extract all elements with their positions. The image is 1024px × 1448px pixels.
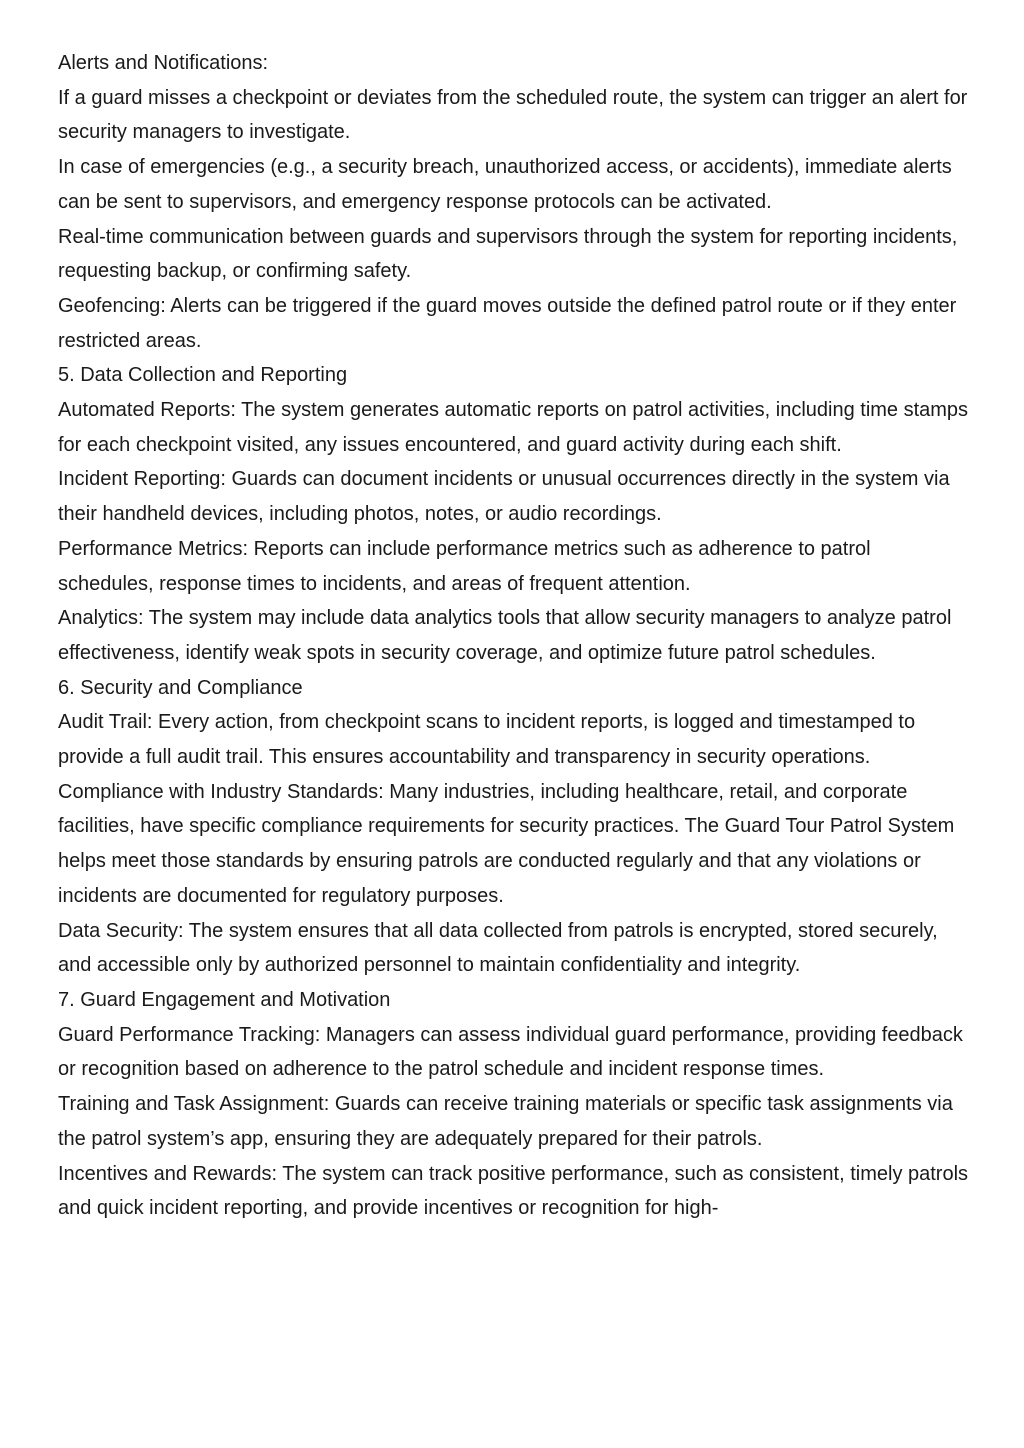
paragraph-emergencies: In case of emergencies (e.g., a security breach, unauthorized access, or accidents), immediate alerts can be sent to supervisors, and emergency response protocols can be activated. bbox=[58, 156, 952, 213]
paragraph-audit-trail: Audit Trail: Every action, from checkpoint scans to incident reports, is logged and timestamped to provide a full audit trail. This ensures accountability and transparency in security operations. bbox=[58, 711, 916, 769]
paragraph-performance-metrics: Performance Metrics: Reports can include performance metrics such as adherence to patrol schedules, response times to incidents, and areas of frequent attention. bbox=[58, 537, 871, 595]
section-heading-data-collection: 5. Data Collection and Reporting bbox=[58, 364, 348, 387]
paragraph-data-security: Data Security: The system ensures that all data collected from patrols is encrypted, stored securely, and accessible only by authorized personnel to maintain confidentiality and integrity. bbox=[58, 919, 938, 977]
paragraph-missed-checkpoint: If a guard misses a checkpoint or deviates from the scheduled route, the system can trigger an alert for security managers to investigate. bbox=[58, 86, 968, 144]
section-heading-guard-engagement: 7. Guard Engagement and Motivation bbox=[58, 988, 391, 1011]
section-heading-security-compliance: 6. Security and Compliance bbox=[58, 676, 303, 699]
document-page bbox=[58, 46, 970, 1226]
paragraph-training-assignment: Training and Task Assignment: Guards can receive training materials or specific task assignments via the patrol system’s app, ensuring they are adequately prepared for their patrols. bbox=[58, 1093, 953, 1150]
paragraph-performance-tracking: Guard Performance Tracking: Managers can assess individual guard performance, providing feedback or recognition based on adherence to the patrol schedule and incident response times. bbox=[58, 1023, 963, 1081]
paragraph-analytics: Analytics: The system may include data analytics tools that allow security managers to analyze patrol effectiveness, identify weak spots in security coverage, and optimize future patrol schedules. bbox=[58, 607, 952, 664]
paragraph-geofencing: Geofencing: Alerts can be triggered if the guard moves outside the defined patrol route or if they enter restricted areas. bbox=[58, 294, 957, 352]
section-heading-alerts: Alerts and Notifications: bbox=[58, 52, 269, 74]
paragraph-incentives-rewards: Incentives and Rewards: The system can track positive performance, such as consistent, timely patrols and quick incident reporting, and provide incentives or recognition for high- bbox=[58, 1162, 969, 1220]
paragraph-incident-reporting: Incident Reporting: Guards can document incidents or unusual occurrences directly in the system via their handheld devices, including photos, notes, or audio recordings. bbox=[58, 468, 950, 526]
paragraph-realtime-communication: Real-time communication between guards and supervisors through the system for reporting incidents, requesting backup, or confirming safety. bbox=[58, 225, 958, 283]
paragraph-automated-reports: Automated Reports: The system generates automatic reports on patrol activities, including time stamps for each checkpoint visited, any issues encountered, and guard activity during each shift. bbox=[58, 399, 969, 456]
paragraph-industry-standards: Compliance with Industry Standards: Many industries, including healthcare, retail, and corporate facilities, have specific compliance requirements for security practices. The Guard Tour Patrol System helps meet those standards by ensuring patrols are conducted regularly and that any violations or incidents are documented for regulatory purposes. bbox=[58, 780, 955, 907]
